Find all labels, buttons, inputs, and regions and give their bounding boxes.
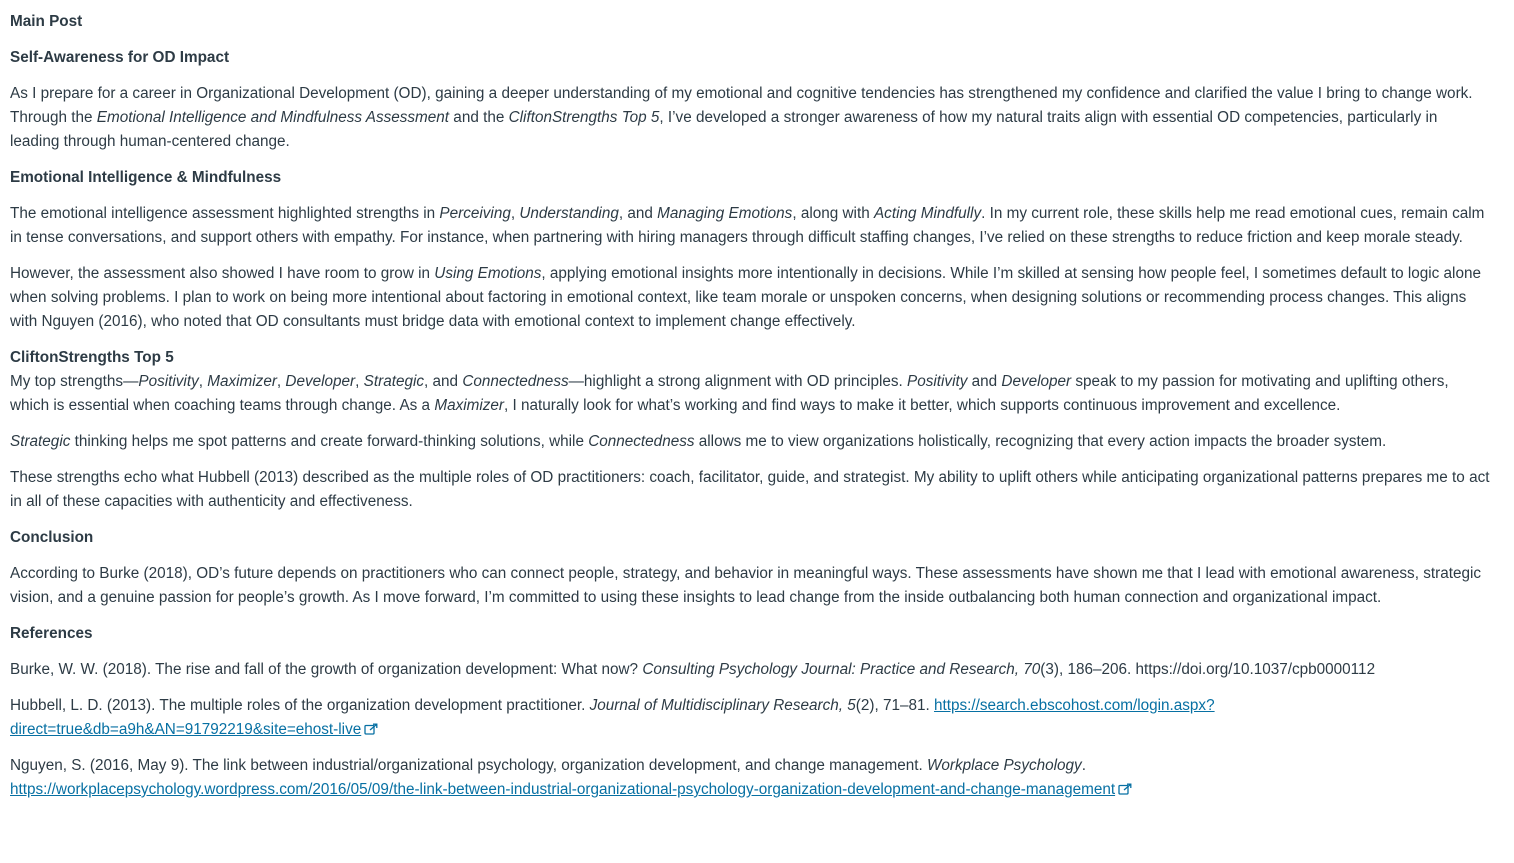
ei-heading: Emotional Intelligence & Mindfulness — [10, 169, 282, 186]
reference-nguyen — [10, 754, 1490, 802]
intro-paragraph — [10, 82, 1490, 154]
text-segment: , applying emotional insights more intentionally in decisions. While I’m skilled at sensing how people feel, I sometimes default to logic alone when solving problems. I plan to work on being more intentional about factoring in emotional context, like team morale or unspoken concerns, when designing solutions or recommending process changes. This aligns with Nguyen (2016), who noted that OD consultants must bridge data with emotional context to implement change effectively. — [10, 265, 1481, 330]
italic-segment: Maximizer — [434, 397, 505, 414]
text-segment: allows me to view organizations holistically, recognizing that every action impacts the broader system. — [694, 433, 1387, 450]
ei-paragraph-2 — [10, 262, 1490, 334]
text-segment: thinking helps me spot patterns and create forward-thinking solutions, while — [70, 433, 589, 450]
italic-segment: Connectedness — [462, 373, 569, 390]
italic-segment: Acting Mindfully — [873, 205, 982, 222]
text-segment: Nguyen, S. (2016, May 9). The link between industrial/organizational psychology, organization development, and change management. — [10, 757, 927, 774]
external-link-icon — [1118, 783, 1132, 795]
conclusion-heading: Conclusion — [10, 529, 94, 546]
text-segment: . In my current role, these skills help me read emotional cues, remain calm in tense conversations, and support others with empathy. For instance, when partnering with hiring managers through difficult staffing changes, I’ve relied on these strengths to reduce friction and keep morale steady. — [10, 205, 1485, 246]
references-heading: References — [10, 625, 93, 642]
italic-segment: Journal of Multidisciplinary Research, 5 — [589, 697, 856, 714]
intro-text-2: and the — [449, 109, 509, 126]
ei-paragraph-1 — [10, 202, 1490, 250]
nguyen-link-text: https://workplacepsychology.wordpress.com/2016/05/09/the-link-between-industrial-organizational-psychology-organization-development-and-change-management — [10, 781, 1116, 798]
italic-segment: Strategic — [10, 433, 71, 450]
italic-segment: Understanding — [519, 205, 619, 222]
italic-segment: Consulting Psychology Journal: Practice and Research, 70 — [642, 661, 1041, 678]
italic-segment: Strategic — [363, 373, 425, 390]
intro-text-1: As I prepare for a career in Organizational Development (OD), gaining a deeper understanding of my emotional and cognitive tendencies has strengthened my confidence and clarified the value I bring to change work. Through the — [10, 85, 1473, 126]
text-segment: My top strengths— — [10, 373, 139, 390]
text-segment: (3), 186–206. https://doi.org/10.1037/cpb0000112 — [1040, 661, 1376, 678]
text-segment: (2), 71–81. — [855, 697, 934, 714]
text-segment: , I naturally look for what’s working and find ways to make it better, which supports continuous improvement and excellence. — [504, 397, 1341, 414]
text-segment: . — [1081, 757, 1086, 774]
text-segment: , — [198, 373, 208, 390]
intro-italic-assessment: Emotional Intelligence and Mindfulness Assessment — [96, 109, 450, 126]
cs-paragraph-2 — [10, 430, 1490, 454]
text-segment: , — [510, 205, 520, 222]
text-segment: , — [355, 373, 364, 390]
post-label: Main Post — [10, 13, 83, 30]
reference-hubbell — [10, 694, 1490, 742]
conclusion-paragraph: According to Burke (2018), OD’s future depends on practitioners who can connect people, strategy, and behavior in meaningful ways. These assessments have shown me that I lead with emotional awareness, strategic vision, and a genuine passion for people’s growth. As I move forward, I’m committed to using these insights to lead change from the inside outbalancing both human connection and organizational impact. — [10, 565, 1482, 606]
italic-segment: Connectedness — [588, 433, 695, 450]
italic-segment: Perceiving — [439, 205, 511, 222]
post-title: Self-Awareness for OD Impact — [10, 49, 230, 66]
intro-text-3: , I’ve developed a stronger awareness of how my natural traits align with essential OD competencies, particularly in leading through human-centered change. — [10, 109, 1438, 150]
italic-segment: Developer — [285, 373, 356, 390]
italic-segment: Workplace Psychology — [926, 757, 1082, 774]
text-segment: , and — [424, 373, 463, 390]
italic-segment: Managing Emotions — [657, 205, 793, 222]
text-segment: and — [967, 373, 1002, 390]
cs-paragraph-1 — [10, 370, 1490, 418]
italic-segment: Maximizer — [207, 373, 277, 390]
text-segment: However, the assessment also showed I have room to grow in — [10, 265, 435, 282]
text-segment: , along with — [792, 205, 874, 222]
italic-segment: Developer — [1001, 373, 1072, 390]
text-segment: speak to my passion for motivating and uplifting others, which is essential when coaching teams through change. As a — [10, 373, 1449, 414]
italic-segment: Positivity — [138, 373, 199, 390]
reference-burke — [10, 658, 1490, 682]
external-link-icon — [364, 723, 378, 735]
text-segment: The emotional intelligence assessment highlighted strengths in — [10, 205, 440, 222]
cs-paragraph-3: These strengths echo what Hubbell (2013) described as the multiple roles of OD practitioners: coach, facilitator, guide, and strategist. My ability to uplift others while anticipating organizational patterns prepares me to act in all of these capacities with authenticity and effectiveness. — [10, 469, 1490, 510]
text-segment: , — [276, 373, 286, 390]
text-segment: , and — [618, 205, 658, 222]
discussion-post — [10, 10, 1490, 814]
cs-heading: CliftonStrengths Top 5 — [10, 349, 174, 366]
italic-segment: Using Emotions — [434, 265, 542, 282]
text-segment: Hubbell, L. D. (2013). The multiple roles of the organization development practitioner. — [10, 697, 590, 714]
nguyen-link[interactable] — [10, 781, 1132, 798]
intro-italic-clifton: CliftonStrengths Top 5 — [508, 109, 660, 126]
italic-segment: Positivity — [907, 373, 968, 390]
hubbell-link-text: https://search.ebscohost.com/login.aspx?direct=true&db=a9h&AN=91792219&site=ehost-live — [10, 697, 1215, 738]
text-segment: —highlight a strong alignment with OD principles. — [568, 373, 908, 390]
text-segment: Burke, W. W. (2018). The rise and fall of the growth of organization development: What now? — [10, 661, 643, 678]
